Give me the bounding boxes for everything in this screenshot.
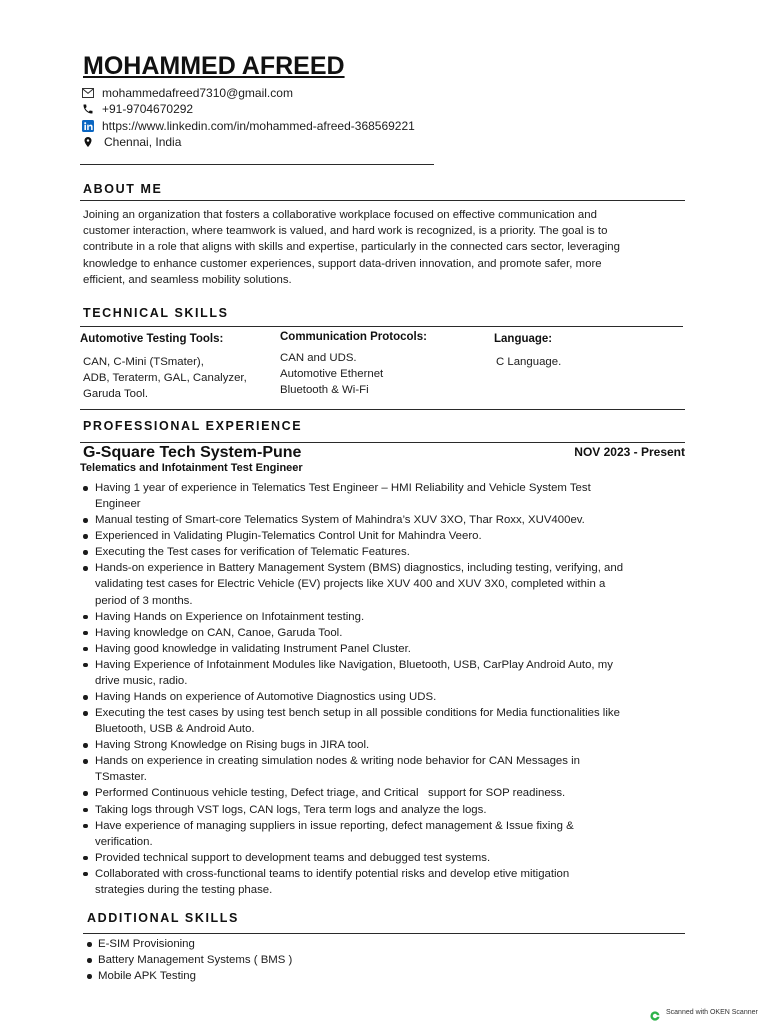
- candidate-name: MOHAMMED AFREED: [83, 52, 345, 80]
- experience-bullet: [83, 528, 623, 544]
- bullet-line: Having knowledge on CAN, Canoe, Garuda Tool.: [95, 626, 343, 639]
- experience-bullet: [83, 705, 623, 737]
- bullet-line: verification.: [95, 835, 153, 848]
- experience-bullet: [83, 802, 623, 818]
- skill-item: C Language.: [496, 356, 562, 368]
- experience-bullet: [83, 737, 623, 753]
- skill-item: Garuda Tool.: [83, 388, 149, 400]
- bullet-line: Provided technical support to development teams and debugged test systems.: [95, 851, 491, 864]
- contact-phone-row: [82, 101, 193, 117]
- bullet-line: Having Hands on experience of Automotive Diagnostics using UDS.: [95, 691, 437, 704]
- additional-skill-item: [87, 952, 292, 968]
- header-divider: [80, 164, 434, 165]
- skills-column-testing-tools: [83, 354, 247, 402]
- experience-heading: PROFESSIONAL EXPERIENCE: [83, 419, 303, 433]
- additional-skill-text: Battery Management Systems ( BMS ): [98, 954, 293, 966]
- bullet-line: Experienced in Validating Plugin-Telematics Control Unit for Mahindra Veero.: [95, 530, 482, 543]
- additional-skill-text: Mobile APK Testing: [98, 970, 196, 982]
- about-line: contribute in a role that aligns with skills and expertise, particularly in the connected cars sector, leveraging: [83, 241, 620, 254]
- bullet-line: Hands-on experience in Battery Management System (BMS) diagnostics, including testing, verifying, and: [95, 562, 624, 575]
- location-pin-icon: [82, 134, 102, 150]
- about-line: customer interaction, where teamwork is valued, and hard work is recognized, is a priority. The goal is to: [83, 225, 608, 238]
- skills-column-language: [496, 354, 561, 370]
- additional-skills-divider: [83, 933, 685, 934]
- about-heading: ABOUT ME: [83, 182, 163, 196]
- about-line: knowledge to enhance customer experiences, support data-driven innovation, and promote safer, more: [83, 257, 602, 270]
- bullet-line: Bluetooth, USB & Android Auto.: [95, 723, 255, 736]
- experience-divider: [80, 442, 685, 443]
- bullet-line: Engineer: [95, 498, 141, 511]
- employment-dates: NOV 2023 - Present: [574, 445, 685, 459]
- experience-bullet: [83, 609, 623, 625]
- skill-item: Bluetooth & Wi-Fi: [280, 384, 369, 396]
- experience-bullet: [83, 641, 623, 657]
- experience-bullet: [83, 480, 623, 512]
- skill-item: Automotive Ethernet: [280, 368, 384, 380]
- job-title: Telematics and Infotainment Test Engineer: [80, 462, 303, 474]
- oken-scanner-logo-icon: [650, 1008, 660, 1018]
- bullet-line: Executing the test cases by using test bench setup in all possible conditions for Media functionalities like: [95, 707, 620, 720]
- bullet-line: validating test cases for Electric Vehicle (EV) projects like XUV 400 and XUV 3X0, completed within a: [95, 578, 606, 591]
- technical-skills-heading: TECHNICAL SKILLS: [83, 306, 229, 320]
- skills-column-title-language: Language:: [494, 333, 553, 345]
- linkedin-icon: [82, 118, 102, 134]
- contact-phone: +91-9704670292: [102, 102, 194, 116]
- additional-skill-text: E-SIM Provisioning: [98, 938, 195, 950]
- bullet-line: strategies during the testing phase.: [95, 883, 273, 896]
- bullet-line: drive music, radio.: [95, 674, 188, 687]
- envelope-icon: [82, 85, 102, 101]
- experience-bullet: [83, 866, 623, 898]
- bullet-line: Having Hands on Experience on Infotainment testing.: [95, 610, 365, 623]
- bullet-line: Performed Continuous vehicle testing, Defect triage, and Critical support for SOP readiness.: [95, 787, 566, 800]
- additional-skills-heading: ADDITIONAL SKILLS: [87, 911, 239, 925]
- skills-column-title-testing-tools: Automotive Testing Tools:: [80, 333, 224, 345]
- skills-column-title-protocols: Communication Protocols:: [280, 331, 427, 343]
- contact-linkedin-row: [82, 118, 415, 134]
- experience-bullet: [83, 689, 623, 705]
- additional-skill-item: [87, 936, 292, 952]
- about-divider: [80, 200, 685, 201]
- contact-location-row: [82, 134, 181, 150]
- technical-skills-divider: [80, 326, 683, 327]
- experience-bullet: [83, 544, 623, 560]
- bullet-line: Having 1 year of experience in Telematics Test Engineer – HMI Reliability and Vehicle System Test: [95, 482, 591, 494]
- experience-bullet: [83, 850, 623, 866]
- bullet-line: period of 3 months.: [95, 594, 193, 607]
- contact-email: mohammedafreed7310@gmail.com: [102, 86, 293, 100]
- additional-skill-item: [87, 968, 292, 984]
- company-name: G-Square Tech System-Pune: [83, 444, 302, 461]
- contact-location: Chennai, India: [104, 135, 182, 149]
- experience-bullet: [83, 753, 623, 785]
- bullet-line: Collaborated with cross-functional teams to identify potential risks and develop etive mitigation: [95, 867, 570, 880]
- experience-bullet: [83, 625, 623, 641]
- bullet-line: Have experience of managing suppliers in issue reporting, defect management & Issue fixing &: [95, 819, 574, 832]
- contact-email-row: [82, 85, 293, 101]
- contact-linkedin-url: https://www.linkedin.com/in/mohammed-afreed-368569221: [102, 119, 415, 133]
- bullet-line: Having Experience of Infotainment Modules like Navigation, Bluetooth, USB, CarPlay Android Auto, my: [95, 658, 613, 671]
- skill-item: ADB, Teraterm, GAL, Canalyzer,: [83, 372, 247, 384]
- skill-item: CAN and UDS.: [280, 352, 357, 364]
- about-line: Joining an organization that fosters a collaborative workplace focused on effective communication and: [83, 209, 597, 221]
- skill-item: CAN, C-Mini (TSmater),: [83, 356, 204, 368]
- skills-column-protocols: [280, 350, 383, 398]
- experience-bullet: [83, 657, 623, 689]
- experience-bullet: [83, 560, 623, 608]
- experience-bullet: [83, 512, 623, 528]
- skills-bottom-divider: [80, 409, 685, 410]
- experience-bullet: [83, 785, 623, 801]
- bullet-line: Executing the Test cases for verification of Telematic Features.: [95, 546, 410, 559]
- about-line: efficient, and seamless mobility solutions.: [83, 273, 292, 286]
- bullet-line: Manual testing of Smart-core Telematics System of Mahindra’s XUV 3XO, Thar Roxx, XUV400ev.: [95, 514, 585, 527]
- experience-bullet-list: [83, 480, 623, 898]
- bullet-line: TSmaster.: [95, 771, 147, 784]
- additional-skills-list: [87, 936, 292, 984]
- bullet-line: Having good knowledge in validating Instrument Panel Cluster.: [95, 642, 411, 655]
- scanner-watermark-text: Scanned with OKEN Scanner: [666, 1009, 758, 1016]
- about-paragraph: [83, 207, 620, 288]
- bullet-line: Hands on experience in creating simulation nodes & writing node behavior for CAN Messages in: [95, 755, 580, 768]
- phone-icon: [82, 101, 102, 117]
- bullet-line: Taking logs through VST logs, CAN logs, Tera term logs and analyze the logs.: [95, 803, 487, 816]
- bullet-line: Having Strong Knowledge on Rising bugs in JIRA tool.: [95, 739, 370, 752]
- experience-bullet: [83, 818, 623, 850]
